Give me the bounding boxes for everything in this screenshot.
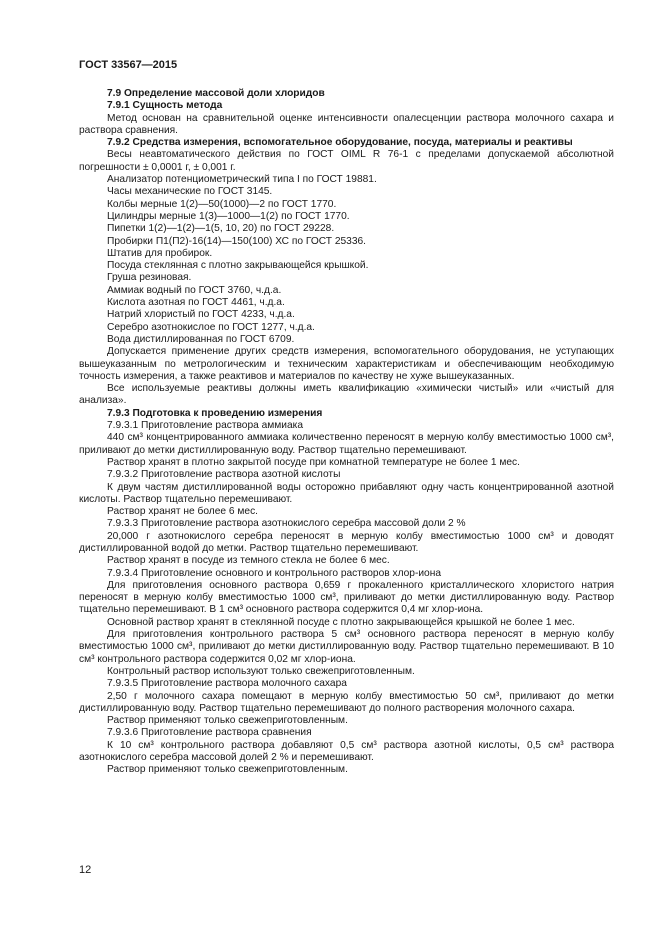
paragraph: Раствор применяют только свежеприготовленным. [107, 764, 348, 776]
section-heading: 7.9 Определение массовой доли хлоридов [107, 88, 325, 99]
paragraph: Контрольный раствор используют только свежеприготовленным. [107, 665, 415, 677]
list-item: Вода дистиллированная по ГОСТ 6709. [107, 333, 295, 345]
list-item: Кислота азотная по ГОСТ 4461, ч.д.а. [107, 297, 285, 309]
paragraph: Метод основан на сравнительной оценке интенсивности опалесценции раствора молочного сахара и раствора сравнения. [79, 112, 614, 136]
list-item: Груша резиновая. [107, 272, 192, 284]
list-item: Посуда стеклянная с плотно закрывающейся крышкой. [107, 260, 369, 272]
paragraph: 20,000 г азотнокислого серебра переносят в мерную колбу вместимостью 1000 см³ и доводят дистиллированной водой до метки. Раствор тщательно перемешивают. [79, 530, 614, 554]
paragraph: К двум частям дистиллированной воды осторожно прибавляют одну часть концентрированной азотной кислоты. Раствор тщательно перемешивают. [79, 481, 614, 505]
list-item: Часы механические по ГОСТ 3145. [107, 186, 273, 198]
page-number: 12 [79, 864, 92, 876]
paragraph: Раствор применяют только свежеприготовленным. [107, 715, 348, 727]
subsubsection-heading: 7.9.3.4 Приготовление основного и контрольного растворов хлор-иона [107, 567, 442, 579]
paragraph: Для приготовления основного раствора 0,659 г прокаленного кристаллического хлористого натрия переносят в мерную колбу вместимостью 1000 см³, приливают до метки дистиллированную воду. Раствор тщательно перемешивают. В 1 см³ основного раствора содержится 0,4 мг хлор-иона. [79, 579, 614, 616]
subsection-heading: 7.9.2 Средства измерения, вспомогательное оборудование, посуда, материалы и реактивы [107, 137, 573, 149]
paragraph: Раствор хранят в плотно закрытой посуде при комнатной температуре не более 1 мес. [107, 456, 520, 468]
paragraph: Раствор хранят в посуде из темного стекла не более 6 мес. [107, 555, 390, 567]
list-item: Пробирки П1(П2)-16(14)—150(100) ХС по ГОСТ 25336. [107, 235, 366, 247]
list-item: Анализатор потенциометрический типа I по ГОСТ 19881. [107, 174, 377, 186]
list-item: Натрий хлористый по ГОСТ 4233, ч.д.а. [107, 309, 295, 321]
document-body [79, 88, 614, 777]
paragraph: Для приготовления контрольного раствора 5 см³ основного раствора переносят в мерную колбу вместимостью 1000 см³, приливают до метки дистиллированную воду. Раствор тщательно перемешивают. В 10 см³ контрольного раствора содержится 0,02 мг хлор-иона. [79, 629, 614, 665]
list-item: Серебро азотнокислое по ГОСТ 1277, ч.д.а. [107, 321, 315, 333]
list-item: Штатив для пробирок. [107, 247, 213, 259]
paragraph: Все используемые реактивы должны иметь квалификацию «химически чистый» или «чистый для анализа». [79, 383, 614, 407]
paragraph: Раствор хранят не более 6 мес. [107, 506, 259, 518]
subsection-heading: 7.9.3 Подготовка к проведению измерения [107, 407, 323, 419]
subsubsection-heading: 7.9.3.5 Приготовление раствора молочного сахара [107, 678, 347, 690]
paragraph: 2,50 г молочного сахара помещают в мерную колбу вместимостью 50 см³, приливают до метки дистиллированную воду. Раствор тщательно перемешивают до полного растворения молочного сахара. [79, 690, 614, 714]
list-item: Колбы мерные 1(2)—50(1000)—2 по ГОСТ 1770. [107, 198, 337, 210]
paragraph: Основной раствор хранят в стеклянной посуде с плотно закрывающейся крышкой не более 1 мес. [107, 616, 575, 628]
subsection-heading: 7.9.1 Сущность метода [107, 100, 223, 112]
subsubsection-heading: 7.9.3.2 Приготовление раствора азотной кислоты [107, 469, 341, 481]
paragraph: Весы неавтоматического действия по ГОСТ OIML R 76-1 с пределами допускаемой абсолютной погрешности ± 0,0001 г, ± 0,001 г. [79, 149, 614, 173]
paragraph: К 10 см³ контрольного раствора добавляют 0,5 см³ раствора азотной кислоты, 0,5 см³ раствора азотнокислого серебра массовой долей 2 % и перемешивают. [79, 739, 614, 764]
subsubsection-heading: 7.9.3.6 Приготовление раствора сравнения [107, 727, 312, 739]
paragraph: 440 см³ концентрированного аммиака количественно переносят в мерную колбу вместимостью 1000 см³, приливают до метки дистиллированную воду. Раствор тщательно перемешивают. [79, 432, 614, 456]
document-header: ГОСТ 33567—2015 [79, 59, 178, 71]
subsubsection-heading: 7.9.3.1 Приготовление раствора аммиака [107, 420, 304, 432]
paragraph: Допускается применение других средств измерения, вспомогательного оборудования, не уступающих вышеуказанным по метрологическим и техническим характеристикам и обеспечивающим необходимую точность измерения, а также реактивов и материалов по качеству не хуже вышеуказанных. [79, 346, 614, 382]
list-item: Аммиак водный по ГОСТ 3760, ч.д.а. [107, 284, 282, 296]
subsubsection-heading: 7.9.3.3 Приготовление раствора азотнокислого серебра массовой доли 2 % [107, 518, 466, 530]
list-item: Пипетки 1(2)—1(2)—1(5, 10, 20) по ГОСТ 29228. [107, 223, 335, 235]
list-item: Цилиндры мерные 1(3)—1000—1(2) по ГОСТ 1770. [107, 210, 350, 222]
